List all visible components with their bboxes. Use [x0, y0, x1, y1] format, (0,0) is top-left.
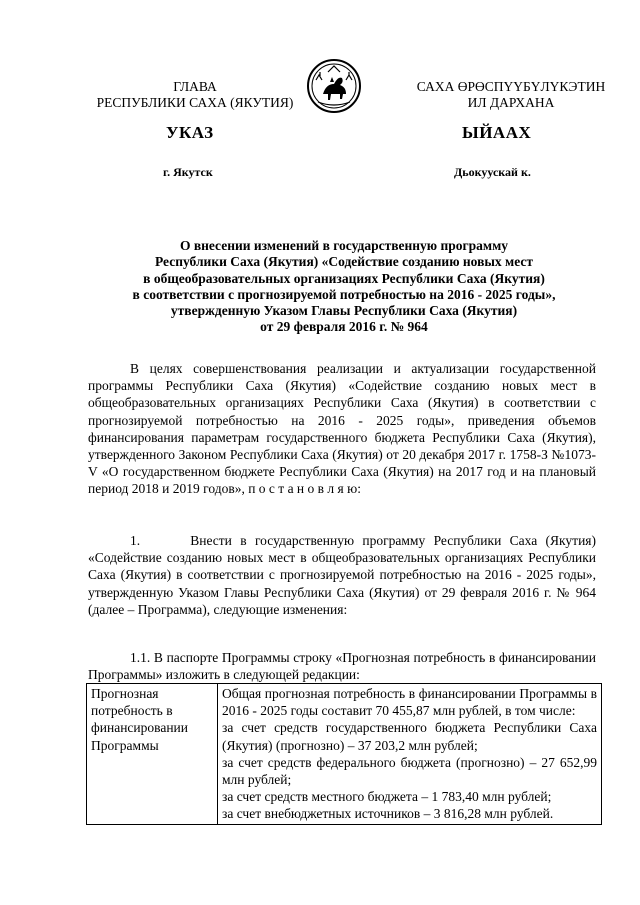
clause-1-text: Внести в государственную программу Республики Саха (Якутия) «Содействие созданию новых мест в общеобразовательных организациях Республики Саха (Якутия) в соответствии с прогнозируемой потребностью на 2016 - 2025 годы», утвержденную Указом Главы Республики Саха (Якутия) от 29 февраля 2016 г. № 964 (далее – Программа), следующие изменения: — [88, 533, 596, 617]
financing-line: за счет внебюджетных источников – 3 816,28 млн рублей. — [222, 806, 554, 822]
financing-line: за счет средств государственного бюджета Республики Саха (Якутия) (прогнозно) – 37 203,2 млн рублей; — [222, 720, 597, 753]
financing-line: за счет средств местного бюджета – 1 783,40 млн рублей; — [222, 789, 552, 805]
coat-of-arms-icon — [306, 58, 362, 114]
issuer-ru-line1: ГЛАВА — [173, 79, 217, 94]
heading-line: Республики Саха (Якутия) «Содействие созданию новых мест — [154, 254, 534, 270]
issuer-sakha-line1: САХА ӨРӨСПҮҮБҮЛҮКЭТИН — [416, 79, 606, 94]
city-sakha: Дьокуускай к. — [454, 165, 531, 179]
doc-type-ru: УКАЗ — [166, 123, 214, 142]
issuer-sakha-line2: ИЛ ДАРХАНА — [467, 95, 555, 110]
issuer-sakha — [396, 79, 626, 111]
heading-line: в соответствии с прогнозируемой потребностью на 2016 - 2025 годы», — [132, 286, 556, 302]
issuer-ru-line2: РЕСПУБЛИКИ САХА (ЯКУТИЯ) — [96, 95, 294, 110]
clause-1-number: 1. — [130, 533, 141, 548]
clause-1-1-text: 1.1. В паспорте Программы строку «Прогнозная потребность в финансировании Программы» изложить в следующей редакции: — [88, 650, 596, 683]
clause-1-1-paragraph — [88, 649, 596, 683]
heading-line: О внесении изменений в государственную программу — [179, 238, 509, 253]
financing-line: Общая прогнозная потребность в финансировании Программы в 2016 - 2025 годы составит 70 455,87 млн рублей, в том числе: — [222, 686, 597, 719]
heading-line: утвержденную Указом Главы Республики Саха (Якутия) — [170, 303, 518, 319]
table-cell-value — [218, 684, 602, 825]
heading-line: в общеобразовательных организациях Республики Саха (Якутия) — [143, 270, 545, 286]
preamble-paragraph — [88, 360, 596, 498]
table-cell-label: Прогнозная потребность в финансировании Программы — [87, 684, 218, 825]
heading-line: от 29 февраля 2016 г. № 964 — [260, 319, 428, 335]
clause-1-paragraph — [88, 532, 596, 618]
financing-table — [86, 683, 602, 825]
city-ru: г. Якутск — [163, 165, 213, 179]
decree-heading — [88, 238, 600, 336]
table-row — [87, 684, 602, 825]
doc-type-sakha: ЫЙААХ — [462, 123, 532, 142]
financing-line: за счет средств федерального бюджета (прогнозно) – 27 652,99 млн рублей; — [222, 754, 597, 788]
issuer-ru — [80, 79, 310, 111]
preamble-text: В целях совершенствования реализации и актуализации государственной программы Республики Саха (Якутия) «Содействие созданию новых мест в общеобразовательных организациях Республики Саха (Якутия) в соответствии с прогнозируемой потребностью на 2016 - 2025 годы», приведения объемов финансирования параметрам государственного бюджета Республики Саха (Якутия), утвержденного Законом Республики Саха (Якутия) от 20 декабря 2017 г. 1758-З №1073-V «О государственном бюджете Республики Саха (Якутия) на 2017 год и на плановый период 2018 и 2019 годов», п о с т а н о в л я ю: — [88, 361, 596, 497]
